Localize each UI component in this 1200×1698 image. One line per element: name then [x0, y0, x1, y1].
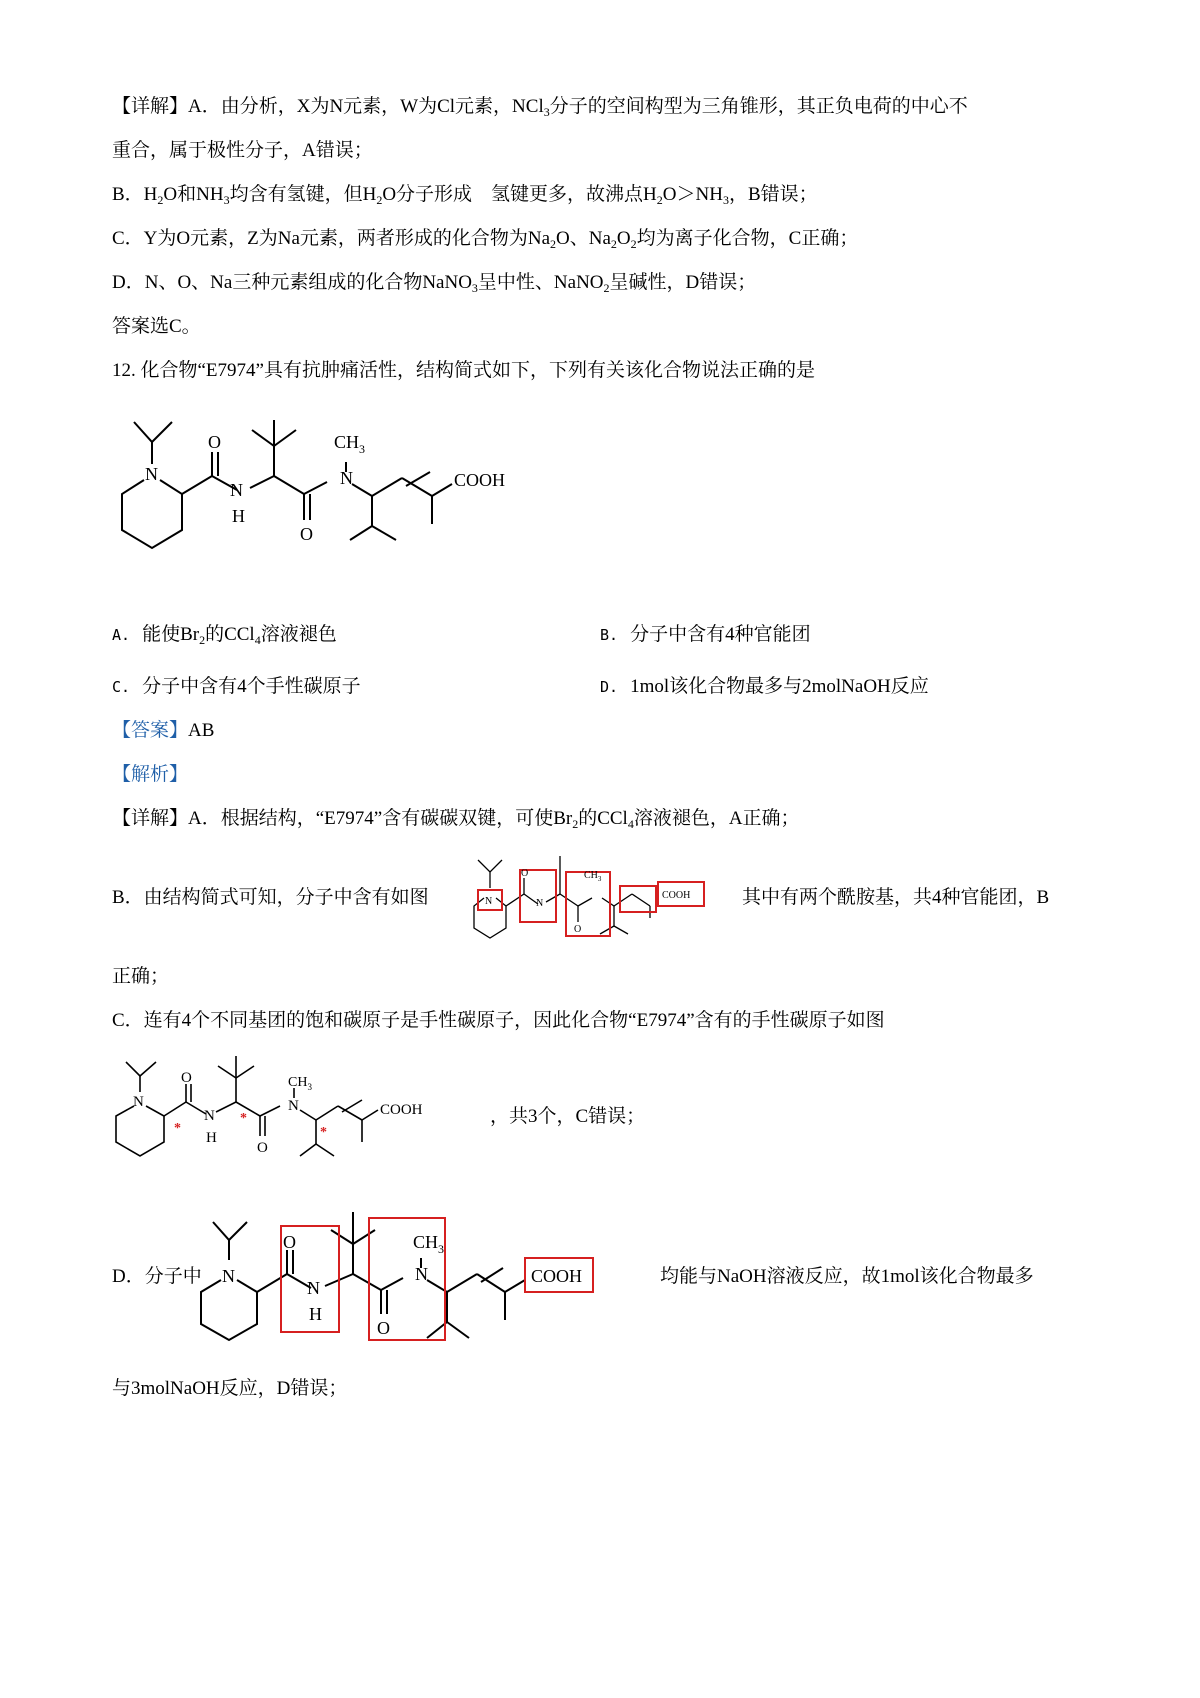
- ch-atom-o2: O: [257, 1140, 268, 1156]
- option-b: B. 分子中含有4种官能团: [600, 624, 811, 645]
- ch-atom-n2: N: [288, 1098, 299, 1114]
- fg-atom-o2: O: [574, 924, 582, 935]
- option-d: D. 1mol该化合物最多与2molNaOH反应: [600, 676, 929, 697]
- detail-line-2: 重合，属于极性分子，A错误；: [112, 140, 373, 161]
- detail-b-3: 正确；: [112, 966, 170, 987]
- detail-d-3: 与3molNaOH反应，D错误；: [112, 1378, 348, 1399]
- option-c: C. 分子中含有4个手性碳原子: [112, 676, 361, 697]
- chiral-star-2: *: [240, 1111, 247, 1126]
- atom-o-1: O: [208, 432, 221, 452]
- answer: 【答案】AB: [112, 720, 215, 741]
- analysis-tag: 【解析】: [112, 764, 189, 785]
- atom-n-methyl: N: [340, 468, 353, 488]
- d-atom-n2: N: [415, 1264, 428, 1284]
- ch-atom-n: N: [133, 1094, 144, 1110]
- detail-c-1: C．连有4个不同基团的饱和碳原子是手性碳原子，因此化合物“E7974”含有的手性碳原子如图: [112, 1010, 885, 1031]
- d-atom-o2: O: [377, 1318, 390, 1338]
- structure-functional-groups: [470, 852, 730, 962]
- answer-line: 答案选C。: [112, 316, 201, 337]
- d-atom-o: O: [283, 1232, 296, 1252]
- d-cooh: COOH: [531, 1266, 583, 1286]
- fg-cooh: COOH: [662, 890, 691, 901]
- atom-n-ring: N: [145, 464, 158, 484]
- fg-atom-n: N: [485, 896, 493, 907]
- ch-atom-h: H: [206, 1130, 217, 1146]
- detail-line-1: 【详解】A．由分析，X为N元素，W为Cl元素，NCl$_3$分子的空间构型为三角锥形，其正负电荷的中心不: [112, 96, 968, 119]
- option-a: A. 能使$Br_2$的CCl$_4$溶液褪色: [112, 624, 337, 647]
- ch-ch3: $CH_3$: [288, 1075, 312, 1092]
- d-atom-h: H: [309, 1304, 322, 1324]
- d-ch3: $CH_3$: [413, 1232, 445, 1256]
- atom-h-amide: H: [232, 506, 245, 526]
- detail-line-b: B．$H_2O$和$NH_3$均含有氢键，但$H_2O$分子形成 氢键更多，故沸点$H_2O>NH_3$，B错误；: [112, 184, 818, 207]
- detail-a: 【详解】A．根据结构，“E7974”含有碳碳双键，可使$Br_2$的CCl$_4$溶液褪色，A正确；: [112, 808, 800, 831]
- detail-line-c: C．Y为O元素，Z为Na元素，两者形成的化合物为$Na_2O$、$Na_2O_2$均为离子化合物，C正确；: [112, 228, 859, 251]
- detail-c-2: ，共3个，C错误；: [490, 1106, 646, 1127]
- ch-cooh: COOH: [380, 1102, 423, 1118]
- detail-line-d: D．N、O、Na三种元素组成的化合物NaNO$_3$呈中性、NaNO$_2$呈碱性，D错误；: [112, 272, 757, 295]
- d-atom-nh: N: [307, 1278, 320, 1298]
- detail-d-2: 均能与NaOH溶液反应，故1mol该化合物最多: [660, 1266, 1034, 1287]
- question-12: 12. 化合物“E7974”具有抗肿痛活性，结构简式如下，下列有关该化合物说法正确的是: [112, 360, 815, 381]
- atom-n-amide: N: [230, 480, 243, 500]
- fg-atom-o: O: [521, 868, 529, 879]
- structure-naoh-groups: [195, 1200, 655, 1375]
- fg-ch3: $CH_3$: [584, 870, 602, 883]
- chiral-star-1: *: [174, 1121, 181, 1136]
- detail-d-1: D．分子中: [112, 1266, 202, 1287]
- ch-atom-nh: N: [204, 1108, 215, 1124]
- d-atom-n: N: [222, 1266, 235, 1286]
- structure-e7974: [112, 412, 572, 602]
- methyl-label: $CH_3$: [334, 432, 366, 456]
- ch-atom-o: O: [181, 1070, 192, 1086]
- structure-chiral: [112, 1052, 492, 1192]
- detail-b-2: 其中有两个酰胺基，共4种官能团，B: [742, 887, 1050, 908]
- chiral-star-3: *: [320, 1125, 327, 1140]
- cooh-label: COOH: [454, 470, 506, 490]
- detail-b-1: B．由结构简式可知，分子中含有如图: [112, 887, 429, 908]
- atom-o-2: O: [300, 524, 313, 544]
- fg-atom-nh: N: [536, 898, 544, 909]
